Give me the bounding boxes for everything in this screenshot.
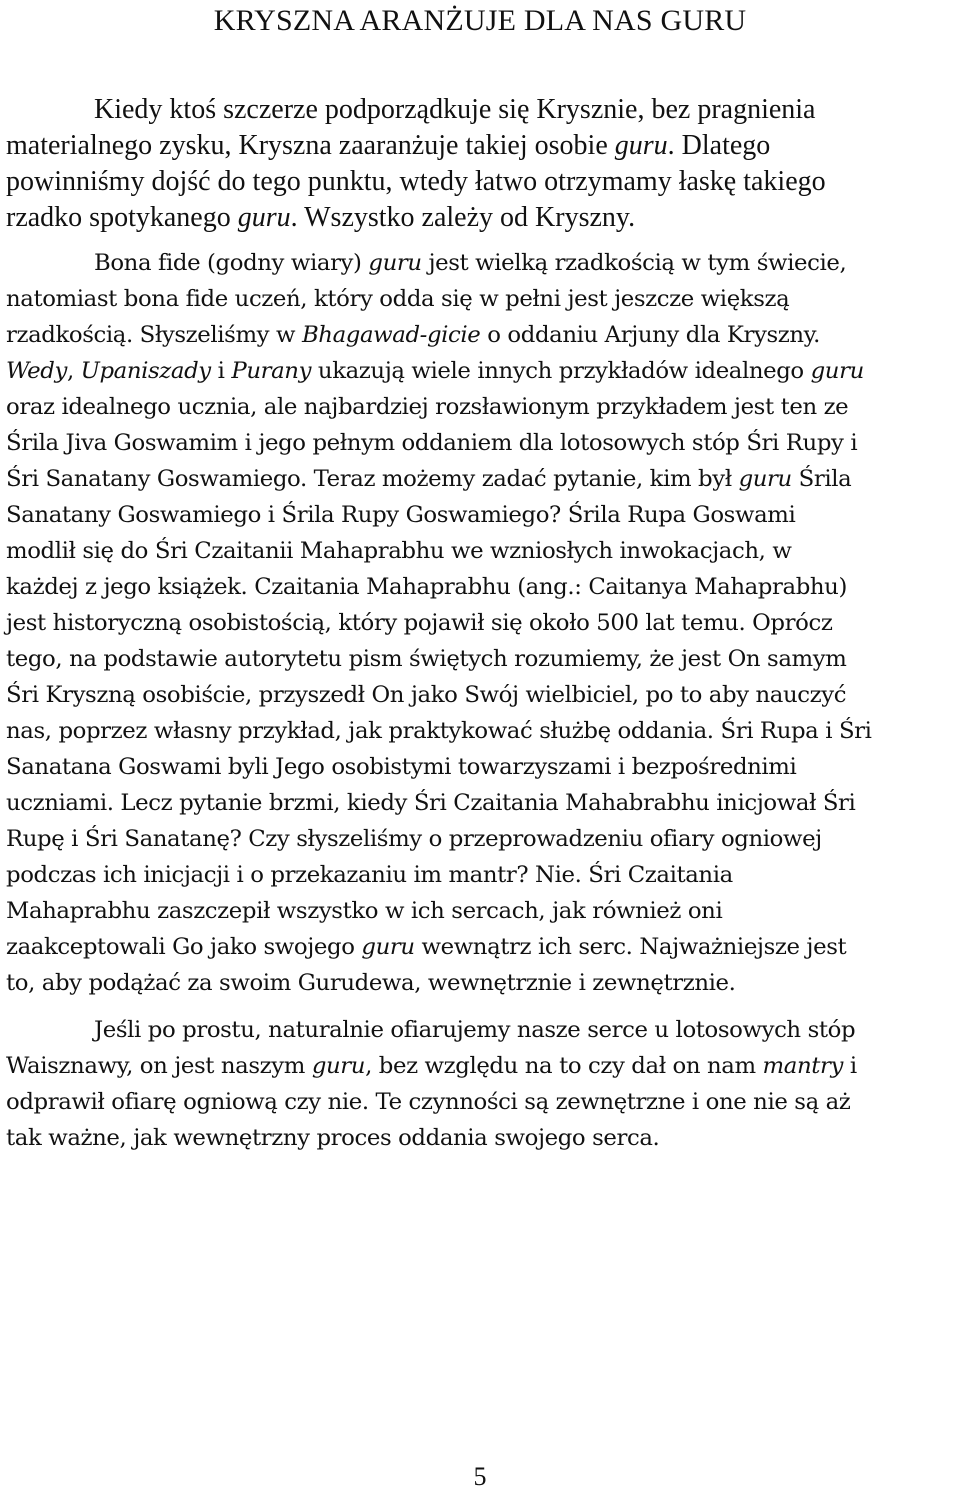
text-line: Śri Kryszną osobiście, przyszedł On jako Swój wielbiciel, po to aby nauczyć: [6, 682, 847, 708]
text-line: jest historyczną osobistością, który pojawił się około 500 lat temu. Oprócz: [6, 610, 833, 636]
text-line: Wedy, Upaniszady i Purany ukazują wiele innych przykładów idealnego guru: [6, 358, 864, 384]
italic-term: Purany: [231, 358, 312, 384]
text-line: każdej z jego książek. Czaitania Mahaprabhu (ang.: Caitanya Mahaprabhu): [6, 574, 847, 600]
italic-term: guru: [361, 934, 415, 960]
text-line: Śrila Jiva Goswamim i jego pełnym oddaniem dla lotosowych stóp Śri Rupy i: [6, 430, 858, 456]
italic-term: Upaniszady: [80, 358, 211, 384]
text-line: podczas ich inicjacji i o przekazaniu im mantr? Nie. Śri Czaitania: [6, 862, 733, 888]
text-line: powinniśmy dojść do tego punktu, wtedy łatwo otrzymamy łaskę takiego: [6, 166, 826, 197]
paragraph-2: [6, 245, 956, 1001]
text-line: rzadkością. Słyszeliśmy w Bhagawad-gicie o oddaniu Arjuny dla Kryszny.: [6, 322, 820, 348]
text-line: Mahaprabhu zaszczepił wszystko w ich sercach, jak również oni: [6, 898, 723, 924]
text-line: Bona fide (godny wiary) guru jest wielką rzadkością w tym świecie,: [94, 250, 847, 276]
text-line: uczniami. Lecz pytanie brzmi, kiedy Śri Czaitania Mahabrabhu inicjował Śri: [6, 790, 856, 816]
italic-term: guru: [311, 1053, 366, 1079]
text-line: Kiedy ktoś szczerze podporządkuje się Krysznie, bez pragnienia: [94, 94, 816, 125]
italic-term: guru: [810, 358, 864, 384]
italic-term: guru: [738, 466, 792, 492]
text-line: Sanatana Goswami byli Jego osobistymi towarzyszami i bezpośrednimi: [6, 754, 797, 780]
text-line: Śri Sanatany Goswamiego. Teraz możemy zadać pytanie, kim był guru Śrila: [6, 466, 852, 492]
text-line: materialnego zysku, Kryszna zaaranżuje takiej osobie guru. Dlatego: [6, 130, 771, 161]
text-line: nas, poprzez własny przykład, jak praktykować służbę oddania. Śri Rupa i Śri: [6, 718, 872, 744]
page-number: 5: [473, 1462, 487, 1491]
italic-term: guru: [237, 202, 291, 233]
paragraph-3: [6, 1012, 956, 1156]
italic-term: guru: [368, 250, 422, 276]
italic-term: guru: [614, 130, 668, 161]
text-line: zaakceptowali Go jako swojego guru wewnątrz ich serc. Najważniejsze jest: [6, 934, 847, 960]
text-line: oraz idealnego ucznia, ale najbardziej rozsławionym przykładem jest ten ze: [6, 394, 849, 420]
text-line: tak ważne, jak wewnętrzny proces oddania swojego serca.: [6, 1125, 660, 1151]
text-line: tego, na podstawie autorytetu pism świętych rozumiemy, że jest On samym: [6, 646, 847, 672]
italic-term: Wedy: [6, 358, 67, 384]
text-line: Jeśli po prostu, naturalnie ofiarujemy nasze serce u lotosowych stóp: [94, 1017, 856, 1043]
text-line: natomiast bona fide uczeń, który odda się w pełni jest jeszcze większą: [6, 286, 790, 312]
paragraph-1: [6, 92, 956, 236]
text-line: Rupę i Śri Sanatanę? Czy słyszeliśmy o przeprowadzeniu ofiary ogniowej: [6, 826, 822, 852]
italic-term: Bhagawad-gicie: [301, 322, 481, 348]
text-line: Waisznawy, on jest naszym guru, bez względu na to czy dał on nam mantry i: [6, 1053, 857, 1079]
text-line: Sanatany Goswamiego i Śrila Rupy Goswamiego? Śrila Rupa Goswami: [6, 502, 796, 528]
italic-term: mantry: [762, 1053, 843, 1079]
text-line: rzadko spotykanego guru. Wszystko zależy od Kryszny.: [6, 202, 636, 233]
text-line: modlił się do Śri Czaitanii Mahaprabhu we wzniosłych inwokacjach, w: [6, 538, 792, 564]
text-line: odprawił ofiarę ogniową czy nie. Te czynności są zewnętrzne i one nie są aż: [6, 1089, 851, 1115]
text-line: to, aby podążać za swoim Gurudewa, wewnętrznie i zewnętrznie.: [6, 970, 736, 996]
page-title: KRYSZNA ARANŻUJE DLA NAS GURU: [213, 4, 747, 37]
